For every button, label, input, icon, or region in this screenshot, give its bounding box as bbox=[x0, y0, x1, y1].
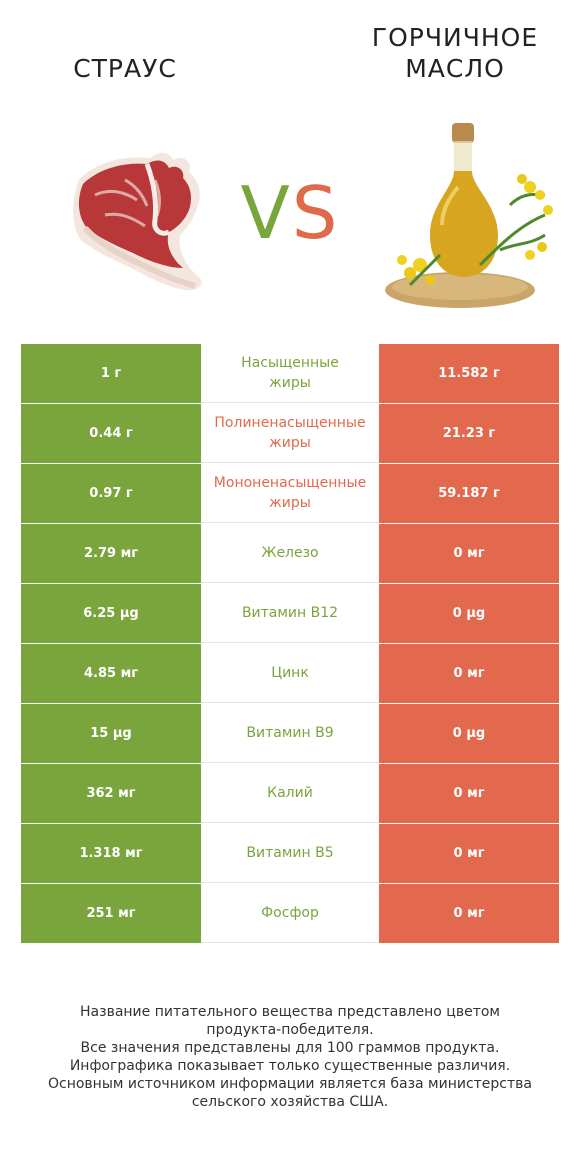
nutrient-name-cell bbox=[201, 704, 379, 763]
nutrient-name-cell bbox=[201, 464, 379, 523]
right-value-cell: 0 мг bbox=[379, 644, 559, 703]
nutrient-name-line1: Полиненасыщенные bbox=[214, 415, 366, 431]
versus-s: S bbox=[291, 171, 340, 255]
left-value-cell: 0.97 г bbox=[21, 464, 201, 523]
right-product-title bbox=[355, 22, 555, 84]
footer-line: Название питательного вещества представлено цветом bbox=[80, 1004, 500, 1020]
nutrient-name-line2: жиры bbox=[269, 375, 311, 391]
nutrient-name-cell bbox=[201, 584, 379, 643]
table-row bbox=[21, 704, 559, 764]
nutrient-name-line1: Витамин B5 bbox=[246, 845, 334, 861]
right-value-cell: 0 µg bbox=[379, 584, 559, 643]
left-value-cell: 1 г bbox=[21, 344, 201, 403]
versus-v: V bbox=[240, 171, 292, 255]
table-row bbox=[21, 584, 559, 644]
nutrient-name-line2: жиры bbox=[269, 435, 311, 451]
nutrient-name-cell bbox=[201, 524, 379, 583]
right-title-line1: ГОРЧИЧНОЕ bbox=[371, 23, 539, 52]
left-value-cell: 362 мг bbox=[21, 764, 201, 823]
right-value-cell: 0 мг bbox=[379, 524, 559, 583]
nutrient-name-line1: Фосфор bbox=[261, 905, 319, 921]
nutrient-name-cell bbox=[201, 404, 379, 463]
right-value-cell: 0 µg bbox=[379, 704, 559, 763]
mustard-oil-bottle-image bbox=[380, 115, 565, 315]
nutrient-name-cell bbox=[201, 344, 379, 403]
left-product-title: СТРАУС bbox=[73, 54, 177, 83]
table-row bbox=[21, 404, 559, 464]
nutrient-name-line1: Витамин B9 bbox=[246, 725, 334, 741]
footer-line: сельского хозяйства США. bbox=[191, 1094, 389, 1110]
nutrient-name-line1: Железо bbox=[261, 545, 319, 561]
table-row bbox=[21, 524, 559, 584]
right-value-cell: 0 мг bbox=[379, 884, 559, 943]
nutrient-name-line1: Калий bbox=[267, 785, 313, 801]
nutrient-name-cell bbox=[201, 644, 379, 703]
nutrient-name-line1: Насыщенные bbox=[241, 355, 339, 371]
right-value-cell: 21.23 г bbox=[379, 404, 559, 463]
steak-meat-image bbox=[65, 140, 215, 305]
nutrient-name-cell bbox=[201, 824, 379, 883]
nutrient-name-cell bbox=[201, 884, 379, 943]
left-value-cell: 2.79 мг bbox=[21, 524, 201, 583]
table-row bbox=[21, 344, 559, 404]
nutrient-name-line2: жиры bbox=[269, 495, 311, 511]
left-value-cell: 251 мг bbox=[21, 884, 201, 943]
right-value-cell: 59.187 г bbox=[379, 464, 559, 523]
table-row bbox=[21, 824, 559, 884]
left-value-cell: 1.318 мг bbox=[21, 824, 201, 883]
left-value-cell: 15 µg bbox=[21, 704, 201, 763]
left-value-cell: 6.25 µg bbox=[21, 584, 201, 643]
nutrient-name-line1: Цинк bbox=[271, 665, 309, 681]
table-row bbox=[21, 464, 559, 524]
right-title-line2: МАСЛО bbox=[405, 54, 505, 83]
right-value-cell: 11.582 г bbox=[379, 344, 559, 403]
left-value-cell: 0.44 г bbox=[21, 404, 201, 463]
right-value-cell: 0 мг bbox=[379, 764, 559, 823]
footer-notes bbox=[30, 1003, 550, 1111]
table-row bbox=[21, 764, 559, 824]
table-row bbox=[21, 884, 559, 944]
nutrient-name-line1: Витамин B12 bbox=[241, 605, 339, 621]
left-value-cell: 4.85 мг bbox=[21, 644, 201, 703]
footer-line: Все значения представлены для 100 граммов продукта. bbox=[80, 1040, 500, 1056]
nutrient-comparison-table bbox=[21, 344, 559, 944]
nutrient-name-line1: Мононенасыщенные bbox=[213, 475, 367, 491]
nutrient-name-cell bbox=[201, 764, 379, 823]
footer-line: продукта-победителя. bbox=[206, 1022, 374, 1038]
footer-line: Инфографика показывает только существенные различия. bbox=[69, 1058, 511, 1074]
right-value-cell: 0 мг bbox=[379, 824, 559, 883]
versus-label bbox=[222, 168, 358, 258]
table-row bbox=[21, 644, 559, 704]
footer-line: Основным источником информации является база министерства bbox=[48, 1076, 532, 1092]
